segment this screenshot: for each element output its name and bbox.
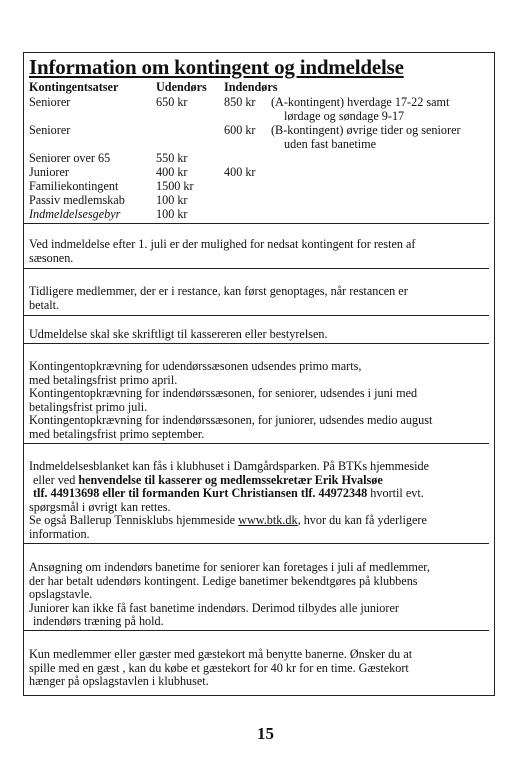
table-cell-outdoor: 550 kr [156, 151, 188, 165]
text-segment: , hvor du kan få yderligere [297, 513, 427, 527]
text-line [29, 474, 491, 488]
table-cell-outdoor: 1500 kr [156, 179, 194, 193]
text-line: der har betalt udendørs kontingent. Ledige banetimer bekendtgøres på klubbens [29, 573, 418, 588]
text-line: betalt. [29, 297, 60, 312]
table-row-label: Seniorer [29, 95, 71, 109]
table-cell-outdoor: 400 kr [156, 165, 188, 179]
text-segment: eller ved [33, 472, 79, 487]
divider [23, 443, 489, 444]
text-line: Kontingentopkrævning for udendørssæsonen udsendes primo marts, [29, 359, 362, 373]
text-line: med betalingsfrist primo april. [29, 372, 178, 387]
text-line: Juniorer kan ikke få fast banetime indendørs. Derimod tilbydes alle juniorer [29, 600, 399, 615]
text-line: information. [29, 526, 90, 541]
divider [23, 268, 489, 269]
table-cell-outdoor: 100 kr [156, 207, 188, 221]
website-link[interactable]: www.btk.dk [238, 513, 298, 527]
text-line: Kun medlemmer eller gæster med gæstekort må benytte banerne. Ønsker du at [29, 647, 413, 661]
table-cell-indoor: 600 kr [224, 123, 256, 137]
text-line: Ansøgning om indendørs banetime for seniorer kan foretages i juli af medlemmer, [29, 560, 430, 574]
text-segment: hvortil evt. [367, 486, 424, 500]
table-row-label: Seniorer over 65 [29, 151, 111, 165]
text-line: sæsonen. [29, 250, 74, 265]
paragraph-guest-cards [29, 648, 491, 689]
table-row-label: Indmeldelsesgebyr [29, 207, 121, 221]
text-line: Tidligere medlemmer, der er i restance, kan først genoptages, når restancen er [29, 284, 408, 298]
paragraph-cancellation [29, 328, 491, 342]
col-header-kontingentsatser: Kontingentsatser [29, 80, 119, 94]
paragraph-indoor-courts [29, 561, 491, 629]
page-number: 15 [257, 724, 274, 743]
text-line: Indmeldelsesblanket kan fås i klubhuset i Damgårdsparken. På BTKs hjemmeside [29, 459, 430, 473]
paragraph-late-enrollment [29, 238, 491, 265]
divider [23, 630, 489, 631]
text-line [29, 514, 491, 528]
table-row-label: Passiv medlemskab [29, 193, 125, 207]
text-line: Kontingentopkrævning for indendørssæsonen, for seniorer, udsendes i juni med [29, 386, 418, 400]
text-line: med betalingsfrist primo september. [29, 426, 205, 441]
text-line: Kontingentopkrævning for indendørssæsonen, for juniorer, udsendes medio august [29, 413, 433, 427]
table-row-label: Juniorer [29, 165, 69, 179]
text-line: spille med en gæst , kan du købe et gæstekort for 40 kr for en time. Gæstekort [29, 660, 409, 675]
text-line: Ved indmeldelse efter 1. juli er der mulighed for nedsat kontingent for resten af [29, 237, 416, 251]
text-segment: Se også Ballerup Tennisklubs hjemmeside [29, 513, 239, 527]
paragraph-arrears [29, 285, 491, 312]
table-cell-note: uden fast banetime [284, 137, 377, 151]
table-row-label: Seniorer [29, 123, 71, 137]
table-row-label: Familiekontingent [29, 179, 119, 193]
divider [23, 343, 489, 344]
col-header-indendors: Indendørs [224, 80, 278, 94]
divider [23, 223, 489, 224]
table-cell-indoor: 850 kr [224, 95, 256, 109]
table-cell-indoor: 400 kr [224, 165, 256, 179]
col-header-udendors: Udendørs [156, 80, 207, 94]
table-cell-note: (B-kontingent) øvrige tider og seniorer [271, 123, 461, 137]
text-line: spørgsmål i øvrigt kan rettes. [29, 499, 171, 514]
divider [23, 543, 489, 544]
table-cell-note: lørdage og søndage 9-17 [284, 109, 405, 123]
table-cell-outdoor: 650 kr [156, 95, 188, 109]
paragraph-billing [29, 360, 491, 441]
text-line [29, 487, 491, 501]
text-line: indendørs træning på hold. [33, 614, 164, 628]
text-line: betalingsfrist primo juli. [29, 399, 148, 414]
text-line: Udmeldelse skal ske skriftligt til kassereren eller bestyrelsen. [29, 327, 328, 341]
contact-treasurer: henvendelse til kasserer og medlemssekretær Erik Hvalsøe [78, 472, 383, 487]
divider [23, 315, 489, 316]
table-cell-note: (A-kontingent) hverdage 17-22 samt [271, 95, 450, 109]
text-line: hænger på opslagstavlen i klubhuset. [29, 674, 209, 688]
page-title: Information om kontingent og indmeldelse [29, 55, 404, 79]
contact-phones: tlf. 44913698 eller til formanden Kurt Christiansen tlf. 44972348 [33, 486, 368, 500]
text-line: opslagstavle. [29, 587, 93, 601]
paragraph-enrollment-form [29, 460, 491, 541]
table-cell-outdoor: 100 kr [156, 193, 188, 207]
